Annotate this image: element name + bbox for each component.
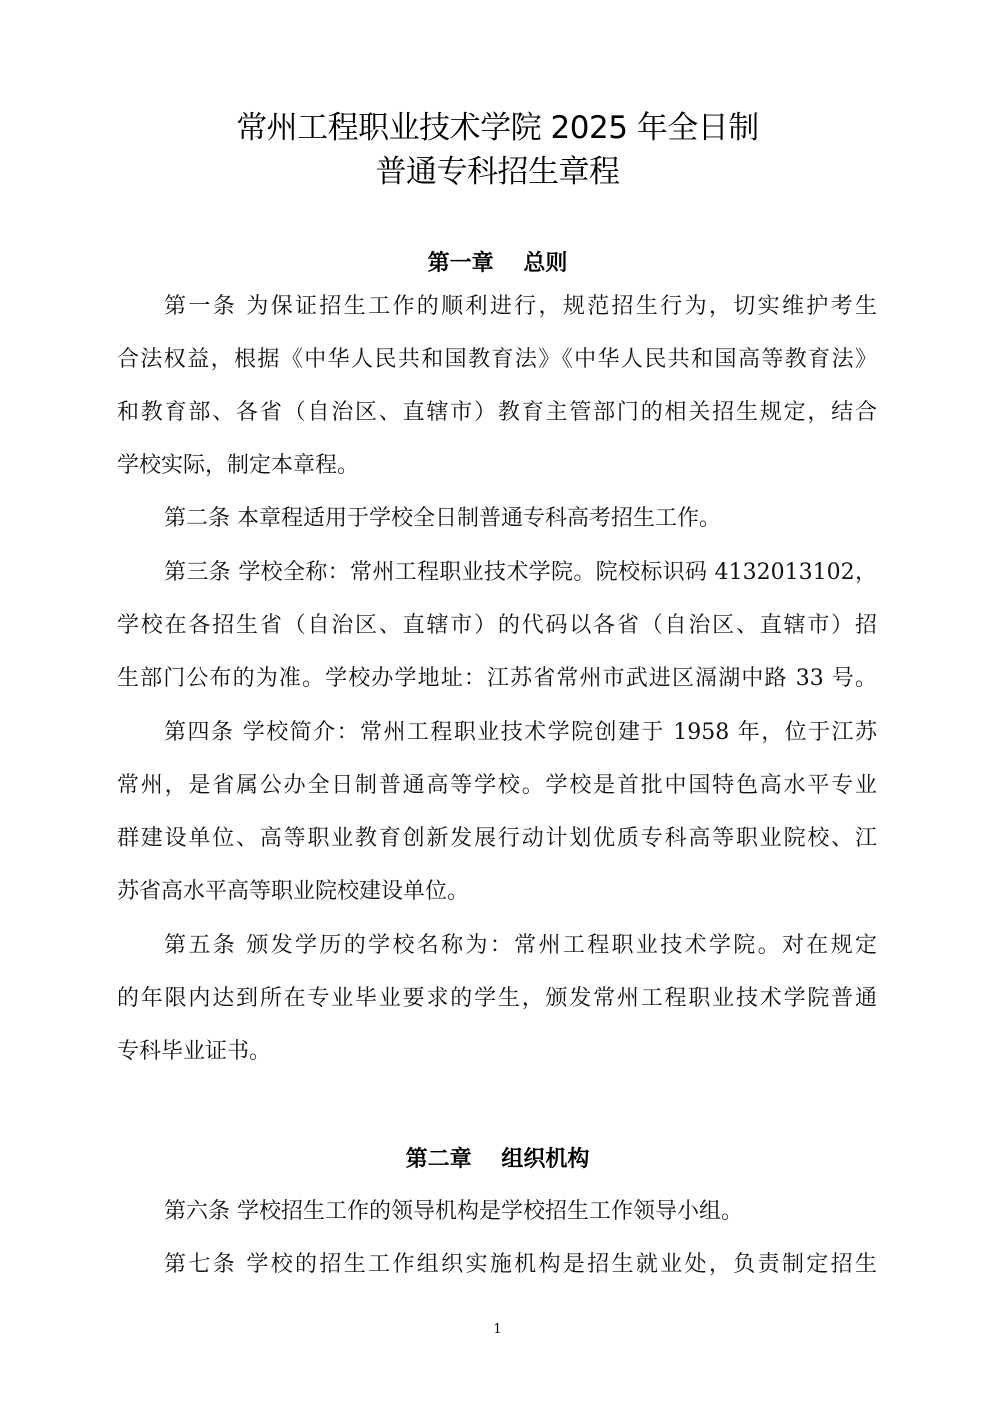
article-5-line-2: 的年限内达到所在专业毕业要求的学生，颁发常州工程职业技术学院普通 bbox=[117, 986, 877, 1011]
document-title-line-1: 常州工程职业技术学院 2025 年全日制 bbox=[236, 110, 759, 146]
page-number: 1 bbox=[493, 1322, 502, 1337]
article-1-line-4: 学校实际，制定本章程。 bbox=[117, 453, 360, 478]
article-3-line-1: 第三条 学校全称：常州工程职业技术学院。院校标识码 4132013102， bbox=[164, 560, 877, 585]
article-6-line-1: 第六条 学校招生工作的领导机构是学校招生工作领导小组。 bbox=[164, 1199, 743, 1224]
article-1-line-1: 第一条 为保证招生工作的顺利进行，规范招生行为，切实维护考生 bbox=[164, 294, 877, 319]
article-7-line-1: 第七条 学校的招生工作组织实施机构是招生就业处，负责制定招生 bbox=[164, 1252, 877, 1277]
article-4-line-3: 群建设单位、高等职业教育创新发展行动计划优质专科高等职业院校、江 bbox=[117, 826, 877, 851]
article-4-line-2: 常州，是省属公办全日制普通高等学校。学校是首批中国特色高水平专业 bbox=[117, 773, 877, 798]
chapter-heading-2: 第二章 组织机构 bbox=[405, 1147, 590, 1172]
article-3-line-2: 学校在各招生省（自治区、直辖市）的代码以各省（自治区、直辖市）招 bbox=[117, 613, 877, 638]
article-2-line-1: 第二条 本章程适用于学校全日制普通专科高考招生工作。 bbox=[164, 506, 721, 531]
article-1-line-2: 合法权益，根据《中华人民共和国教育法》《中华人民共和国高等教育法》 bbox=[117, 347, 877, 372]
document-title-line-2: 普通专科招生章程 bbox=[375, 154, 620, 190]
article-4-line-1: 第四条 学校简介：常州工程职业技术学院创建于 1958 年，位于江苏 bbox=[164, 720, 877, 745]
article-5-line-3: 专科毕业证书。 bbox=[117, 1039, 272, 1064]
article-3-line-3: 生部门公布的为准。学校办学地址：江苏省常州市武进区滆湖中路 33 号。 bbox=[117, 666, 877, 691]
article-5-line-1: 第五条 颁发学历的学校名称为：常州工程职业技术学院。对在规定 bbox=[164, 933, 877, 958]
article-4-line-4: 苏省高水平高等职业院校建设单位。 bbox=[117, 879, 470, 904]
chapter-heading-1: 第一章 总则 bbox=[427, 251, 568, 276]
article-1-line-3: 和教育部、各省（自治区、直辖市）教育主管部门的相关招生规定，结合 bbox=[117, 400, 877, 425]
